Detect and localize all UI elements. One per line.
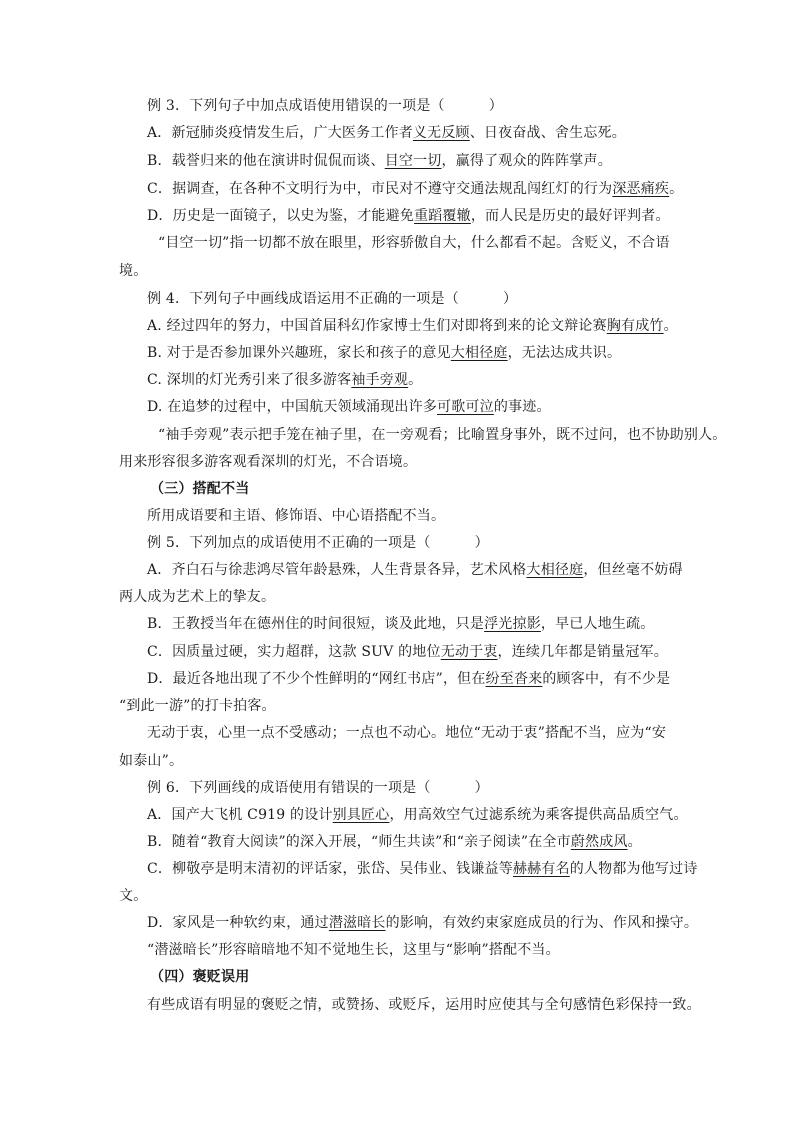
text-segment: ，而人民是历史的最好评判者。 xyxy=(470,208,670,224)
text-line xyxy=(147,614,655,634)
text-line xyxy=(119,886,147,906)
underlined-idiom: 袖手旁观 xyxy=(351,372,409,388)
text-segment: 文。 xyxy=(119,888,148,904)
text-segment: ） xyxy=(474,780,489,796)
underlined-idiom: 纷至沓来 xyxy=(485,671,543,687)
text-segment: 的事迹。 xyxy=(493,399,551,415)
text-line xyxy=(147,669,670,689)
text-segment: ） xyxy=(488,98,503,114)
underlined-idiom: 浮光掠影 xyxy=(484,616,541,632)
text-segment: D．历史是一面镜子，以史为鉴，才能避免 xyxy=(147,208,415,224)
text-segment: 有些成语有明显的褒贬之情，或赞扬、或贬斥，运用时应使其与全句感情色彩保持一致。 xyxy=(147,997,701,1013)
text-segment: A．齐白石与徐悲鸿尽管年龄悬殊，人生背景各异，艺术风格 xyxy=(147,562,527,578)
text-line xyxy=(147,151,612,171)
text-segment: 例 6．下列画线的成语使用有错误的一项是（ xyxy=(147,780,431,796)
text-segment: ，赢得了观众的阵阵掌声。 xyxy=(441,153,612,169)
underlined-idiom: 潜滋暗长 xyxy=(328,915,386,931)
text-segment: D．最近各地出现了不少个性鲜明的“网红书店”，但在 xyxy=(147,671,486,687)
text-line xyxy=(158,233,670,253)
underlined-idiom: 胸有成竹 xyxy=(606,318,664,334)
text-line xyxy=(147,206,670,226)
text-segment: （三）搭配不当 xyxy=(150,481,250,497)
text-line xyxy=(119,261,147,281)
text-segment: ，连续几年都是销量冠军。 xyxy=(497,644,668,660)
section-heading xyxy=(150,967,249,987)
text-segment: “目空一切”指一切都不放在眼里，形容骄傲自大，什么都看不起。含贬义，不合语 xyxy=(158,235,670,251)
text-line xyxy=(147,642,668,662)
text-segment: ，用高效空气过滤系统为乘客提供高品质空气。 xyxy=(389,807,688,823)
text-segment: “袖手旁观”表示把手笼在袖子里，在一旁观看；比喻置身事外，既不过问，也不协助别人。 xyxy=(158,427,727,443)
underlined-idiom: 重蹈覆辙 xyxy=(414,208,471,224)
text-segment: ） xyxy=(502,291,518,307)
text-segment: 。 xyxy=(663,318,678,334)
text-line xyxy=(147,560,683,580)
text-line xyxy=(119,452,417,472)
text-line xyxy=(119,751,183,771)
underlined-idiom: 大相径庭 xyxy=(450,345,508,361)
text-segment: B．载誉归来的他在演讲时侃侃而谈、 xyxy=(147,153,385,169)
text-segment: 两人成为艺术上的挚友。 xyxy=(119,589,276,605)
text-segment: （四）褒贬误用 xyxy=(150,969,250,985)
text-segment: 的顾客中，有不少是 xyxy=(542,671,671,687)
underlined-idiom: 义无反顾 xyxy=(412,125,470,141)
text-segment: 的人物都为他写过诗 xyxy=(569,861,698,877)
text-line xyxy=(147,316,678,336)
text-segment: 、日夜奋战、舍生忘死。 xyxy=(469,125,626,141)
text-segment: 所用成语要和主语、修饰语、中心语搭配不当。 xyxy=(147,508,446,524)
text-segment: 。 xyxy=(627,834,642,850)
text-line xyxy=(147,289,517,309)
text-line xyxy=(147,370,422,390)
text-line xyxy=(147,506,445,526)
underlined-idiom: 深恶痛疾 xyxy=(612,181,670,197)
text-line xyxy=(147,859,698,879)
text-line xyxy=(147,123,626,143)
text-segment: 的影响，有效约束家庭成员的行为、作风和操守。 xyxy=(385,915,699,931)
underlined-idiom: 无动于衷 xyxy=(440,644,498,660)
text-segment: ） xyxy=(474,535,489,551)
text-segment: A．国产大飞机 C919 的设计 xyxy=(147,807,333,823)
text-segment: “潜滋暗长”形容暗暗地不知不觉地生长，这里与“影响”搭配不当。 xyxy=(147,942,560,958)
text-segment: 例 4．下列句子中画线成语运用不正确的一项是（ xyxy=(147,291,459,307)
text-segment: B．随着“教育大阅读”的深入开展，“师生共读”和“亲子阅读”在全市 xyxy=(147,834,571,850)
text-segment: C. 深圳的灯光秀引来了很多游客 xyxy=(147,372,352,388)
text-line xyxy=(147,343,621,363)
text-line xyxy=(147,995,701,1015)
text-segment: A．新冠肺炎疫情发生后，广大医务工作者 xyxy=(147,125,413,141)
text-segment: B．王教授当年在德州住的时间很短，谈及此地，只是 xyxy=(147,616,485,632)
text-segment: D. 在追梦的过程中，中国航天领域涌现出许多 xyxy=(147,399,438,415)
text-line xyxy=(147,96,503,116)
text-line xyxy=(158,425,727,445)
text-segment: C．因质量过硬，实力超群，这款 SUV 的地位 xyxy=(147,644,441,660)
text-segment: C．据调查，在各种不文明行为中，市民对不遵守交通法规乱闯红灯的行为 xyxy=(147,181,613,197)
text-line xyxy=(119,696,276,716)
text-segment: 例 3．下列句子中加点成语使用错误的一项是（ xyxy=(147,98,445,114)
text-line xyxy=(147,723,666,743)
underlined-idiom: 可歌可泣 xyxy=(437,399,494,415)
text-segment: 如泰山”。 xyxy=(119,753,184,769)
underlined-idiom: 大相径庭 xyxy=(526,562,584,578)
text-segment: ，但丝毫不妨碍 xyxy=(583,562,683,578)
text-segment: 无动于衷，心里一点不受感动；一点也不动心。地位“无动于衷”搭配不当，应为“安 xyxy=(147,725,667,741)
text-line xyxy=(147,397,551,417)
text-segment: D．家风是一种软约束，通过 xyxy=(147,915,329,931)
text-segment: 例 5．下列加点的成语使用不正确的一项是（ xyxy=(147,535,431,551)
underlined-idiom: 蔚然成风 xyxy=(570,834,628,850)
text-segment: A. 经过四年的努力，中国首届科幻作家博士生们对即将到来的论文辩论赛 xyxy=(147,318,607,334)
text-segment: 。 xyxy=(669,181,684,197)
section-heading xyxy=(150,479,249,499)
text-segment: ，早已人地生疏。 xyxy=(540,616,655,632)
underlined-idiom: 别具匠心 xyxy=(332,807,390,823)
text-line xyxy=(147,533,489,553)
text-segment: “到此一游”的打卡拍客。 xyxy=(119,698,276,714)
text-segment: ，无法达成共识。 xyxy=(507,345,622,361)
text-line xyxy=(147,179,683,199)
text-segment: 用来形容很多游客观看深圳的灯光，不合语境。 xyxy=(119,454,418,470)
text-line xyxy=(147,832,642,852)
underlined-idiom: 赫赫有名 xyxy=(512,861,570,877)
text-line xyxy=(147,805,688,825)
text-segment: 。 xyxy=(408,372,423,388)
text-segment: 境。 xyxy=(119,263,148,279)
text-segment: C．柳敬亭是明末清初的评话家，张岱、吴伟业、钱谦益等 xyxy=(147,861,513,877)
text-line xyxy=(119,587,275,607)
underlined-idiom: 目空一切 xyxy=(384,153,442,169)
text-line xyxy=(147,778,489,798)
text-line xyxy=(147,913,698,933)
text-line xyxy=(147,940,560,960)
text-segment: B. 对于是否参加课外兴趣班，家长和孩子的意见 xyxy=(147,345,451,361)
